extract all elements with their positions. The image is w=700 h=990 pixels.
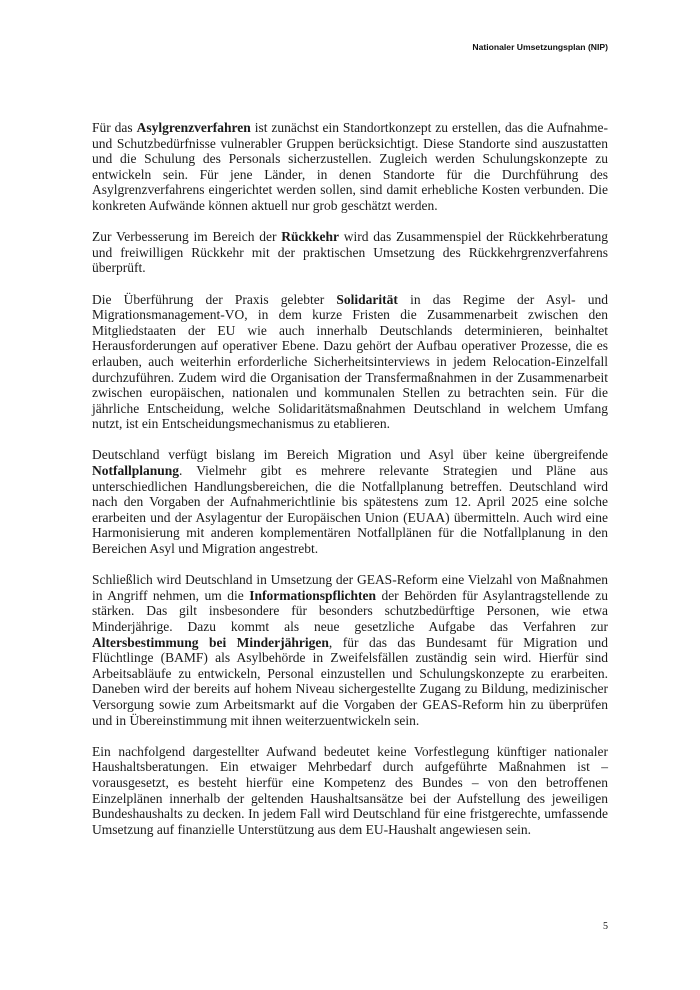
page-number: 5 <box>603 921 608 932</box>
paragraph-text: ist zunächst ein Standortkonzept zu erstellen, das die Aufnahme- und Schutzbedürfnisse vulnerabler Gruppen berücksichtigt. Diese Standorte sind auszustatten und die Schulung des Personals sicherzustellen. Zugleich werden Schulungskonzepte zu entwickeln sein. Für jene Länder, in denen Standorte für die Durchführung des Asylgrenzverfahrens eingerichtet werden sollen, sind damit erhebliche Kosten verbunden. Die konkreten Aufwände können aktuell nur grob geschätzt werden. <box>92 120 609 213</box>
paragraph-text: . Vielmehr gibt es mehrere relevante Strategien und Pläne aus unterschiedlichen Handlungsbereichen, die die Notfallplanung betreffen. Deutschland wird nach den Vorgaben der Aufnahmerichtlinie bis spätestens zum 12. April 2025 eine solche erarbeiten und der Asylagentur der Europäischen Union (EUAA) übermitteln. Auch wird eine Harmonisierung mit anderen komplementären Notfallplänen für die Notfallplanung in den Bereichen Asyl und Migration angestrebt. <box>92 463 608 557</box>
keyword-bold: Informationspflichten <box>249 587 376 603</box>
keyword-bold: Altersbestimmung bei Minderjährigen <box>92 634 329 650</box>
paragraph-text: Die Überführung der Praxis gelebter <box>92 291 337 307</box>
paragraph-rueckkehr <box>92 229 608 276</box>
running-header: Nationaler Umsetzungsplan (NIP) <box>472 42 608 52</box>
paragraph-text: in das Regime der Asyl- und Migrationsmanagement-VO, in dem kurze Fristen die Zusammenarbeit zwischen den Mitgliedstaaten der EU wie auch innerhalb Deutschlands determinieren, beinhaltet Herausforderungen auf operativer Ebene. Dazu gehört der Aufbau operativer Prozesse, die es erlauben, auch weiterhin erforderliche Sicherheitsinterviews in jedem Relocation-Einzelfall durchzuführen. Zudem wird die Organisation der Transfermaßnahmen in der Zusammenarbeit zwischen europäischen, nationalen und kommunalen Stellen zu betrachten sein. Für die jährliche Entscheidung, welche Solidaritätsmaßnahmen Deutschland in welchem Umfang nutzt, ist ein Entscheidungsmechanismus zu etablieren. <box>92 291 609 432</box>
document-body <box>92 120 608 853</box>
paragraph-solidaritaet <box>92 292 608 432</box>
keyword-bold: Solidarität <box>336 291 398 307</box>
keyword-bold: Asylgrenzverfahren <box>136 120 251 135</box>
paragraph-text: der Behörden für Asylantragstellende zu stärken. Das gilt insbesondere für besonders schutzbedürftige Personen, wie etwa Minderjährige. Dazu kommt als neue gesetzliche Aufgabe das Verfahren zur <box>92 587 608 634</box>
keyword-bold: Rückkehr <box>281 229 340 245</box>
paragraph-informationspflichten <box>92 572 608 728</box>
paragraph-text: Ein nachfolgend dargestellter Aufwand bedeutet keine Vorfestlegung künftiger nationaler Haushaltsberatungen. Ein etwaiger Mehrbedarf durch aufgeführte Maßnahmen ist – vorausgesetzt, es besteht hierfür eine Kompetenz des Bundes – von den betroffenen Einzelplänen innerhalb der geltenden Haushaltsansätze bei der Aufstellung des jeweiligen Bundeshaushalts zu decken. In jedem Fall wird Deutschland für eine fristgerechte, umfassende Umsetzung auf finanzielle Unterstützung aus dem EU-Haushalt angewiesen sein. <box>92 743 608 837</box>
paragraph-text: , für das das Bundesamt für Migration und Flüchtlinge (BAMF) als Asylbehörde in Zweifelsfällen zuständig sein wird. Hierfür sind Arbeitsabläufe zu entwickeln, Personal einzustellen und Schulungskonzepte zu erarbeiten. Daneben wird der bereits auf hohem Niveau sichergestellte Zugang zu Bildung, medizinischer Versorgung sowie zum Arbeitsmarkt auf die Vorgaben der GEAS-Reform hin zu überprüfen und in Übereinstimmung mit ihnen weiterzuentwickeln sein. <box>92 634 609 728</box>
paragraph-text: Für das <box>92 120 137 135</box>
paragraph-notfallplanung <box>92 447 608 556</box>
paragraph-haushalt <box>92 744 608 838</box>
keyword-bold: Notfallplanung <box>92 463 180 479</box>
paragraph-text: Deutschland verfügt bislang im Bereich Migration und Asyl über keine übergreifende <box>92 447 608 463</box>
paragraph-asylgrenzverfahren <box>92 120 608 214</box>
paragraph-text: Schließlich wird Deutschland in Umsetzung der GEAS-Reform eine Vielzahl von Maßnahmen in Angriff nehmen, um die <box>92 572 608 603</box>
paragraph-text: Zur Verbesserung im Bereich der <box>92 229 282 245</box>
paragraph-text: wird das Zusammenspiel der Rückkehrberatung und freiwilligen Rückkehr mit der praktischen Umsetzung des Rückkehrgrenzverfahrens überprüft. <box>92 229 608 276</box>
